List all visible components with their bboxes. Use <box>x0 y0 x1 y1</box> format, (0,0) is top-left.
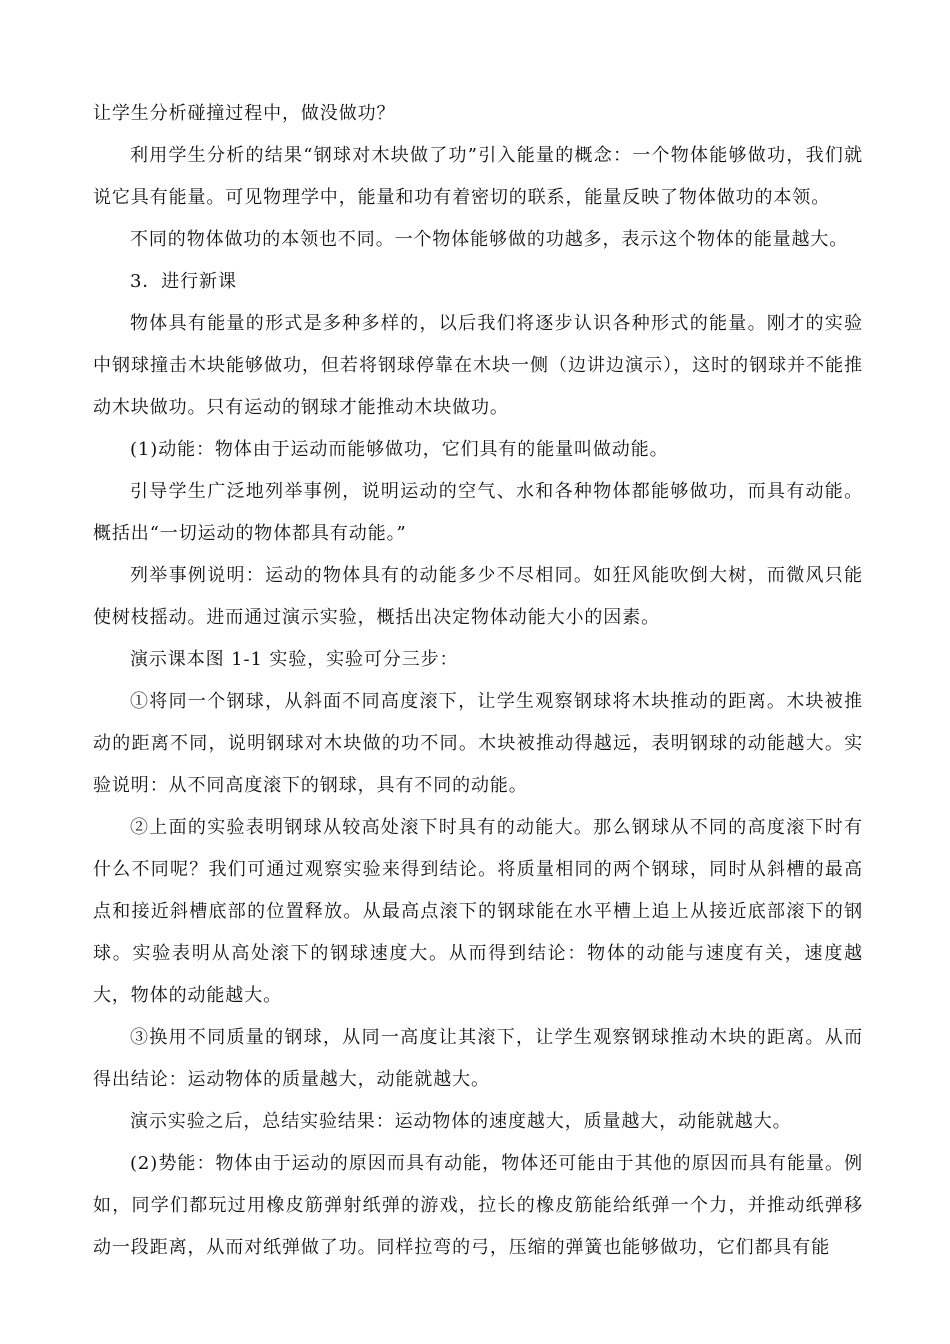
paragraph-9: 演示课本图 1-1 实验，实验可分三步： <box>130 649 459 670</box>
paragraph-potential-energy: (2)势能：物体由于运动的原因而具有动能，物体还可能由于其他的原因而具有能量。例如，同学们都玩过用橡皮筋弹射纸弹的游戏，拉长的橡皮筋能给纸弹一个力，并推动纸弹移动一段距离，从而对纸弹做了功。同样拉弯的弓，压缩的弹簧也能够做功，它们都具有能 <box>93 1153 863 1258</box>
document-body <box>93 93 863 1269</box>
paragraph-step-1: ①将同一个钢球，从斜面不同高度滚下，让学生观察钢球将木块推动的距离。木块被推动的距离不同，说明钢球对木块做的功不同。木块被推动得越远，表明钢球的动能越大。实验说明：从不同高度滚下的钢球，具有不同的动能。 <box>93 691 863 796</box>
paragraph-step-2: ②上面的实验表明钢球从较高处滚下时具有的动能大。那么钢球从不同的高度滚下时有什么不同呢？我们可通过观察实验来得到结论。将质量相同的两个钢球，同时从斜槽的最高点和接近斜槽底部的位置释放。从最高点滚下的钢球能在水平槽上追上从接近底部滚下的钢球。实验表明从高处滚下的钢球速度大。从而得到结论：物体的动能与速度有关，速度越大，物体的动能越大。 <box>93 817 863 1006</box>
paragraph-7: 引导学生广泛地列举事例，说明运动的空气、水和各种物体都能够做功，而具有动能。概括出“一切运动的物体都具有动能。” <box>93 481 863 544</box>
paragraph-5: 物体具有能量的形式是多种多样的，以后我们将逐步认识各种形式的能量。刚才的实验中钢球撞击木块能够做功，但若将钢球停靠在木块一侧（边讲边演示），这时的钢球并不能推动木块做功。只有运动的钢球才能推动木块做功。 <box>93 313 863 418</box>
paragraph-13: 演示实验之后，总结实验结果：运动物体的速度越大，质量越大，动能就越大。 <box>130 1111 792 1132</box>
paragraph-3: 不同的物体做功的本领也不同。一个物体能够做的功越多，表示这个物体的能量越大。 <box>130 229 849 250</box>
paragraph-8: 列举事例说明：运动的物体具有的动能多少不尽相同。如狂风能吹倒大树，而微风只能使树枝摇动。进而通过演示实验，概括出决定物体动能大小的因素。 <box>93 565 863 628</box>
paragraph-2: 利用学生分析的结果“钢球对木块做了功”引入能量的概念：一个物体能够做功，我们就说它具有能量。可见物理学中，能量和功有着密切的联系，能量反映了物体做功的本领。 <box>93 145 863 208</box>
paragraph-step-3: ③换用不同质量的钢球，从同一高度让其滚下，让学生观察钢球推动木块的距离。从而得出结论：运动物体的质量越大，动能就越大。 <box>93 1027 863 1090</box>
paragraph-1: 让学生分析碰撞过程中，做没做功？ <box>93 103 396 124</box>
paragraph-kinetic-energy-definition: (1)动能：物体由于运动而能够做功，它们具有的能量叫做动能。 <box>130 439 669 460</box>
section-heading: 3．进行新课 <box>130 271 237 292</box>
